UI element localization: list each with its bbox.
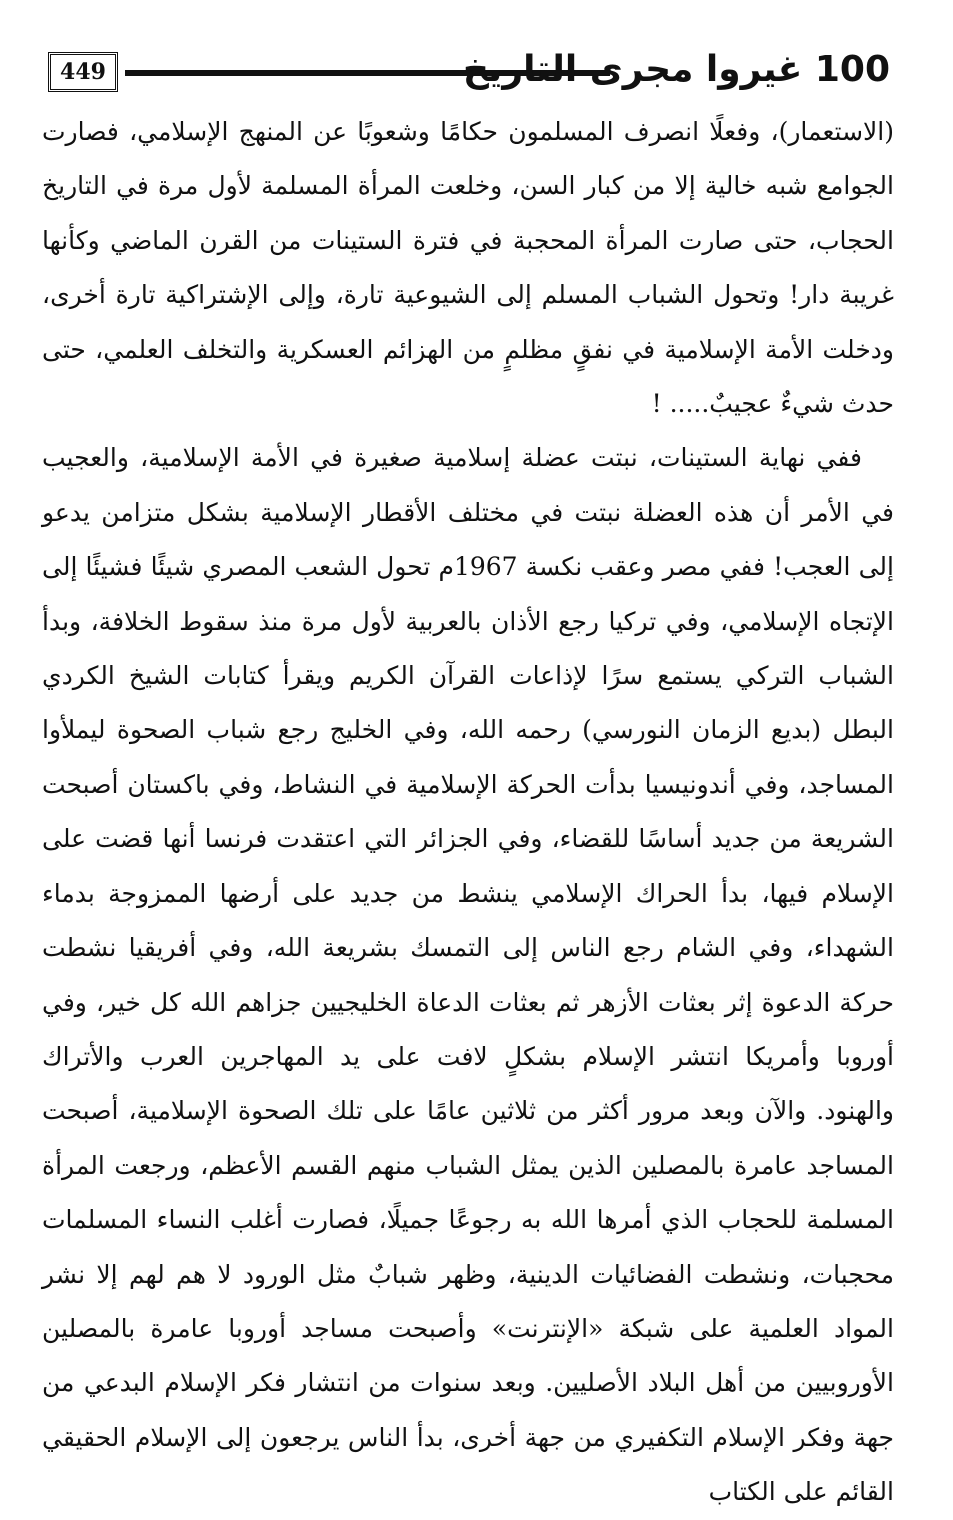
paragraph-2: ففي نهاية الستينات، نبتت عضلة إسلامية صغيرة في الأمة الإسلامية، والعجيب في الأمر أن هذه العضلة نبتت في مختلف الأقطار الإسلامية بشكل متزامن يدعو إلى العجب! ففي مصر وعقب نكسة 1967م تحول الشعب المصري شيئًا فشيئًا إلى الإتجاه الإسلامي، وفي تركيا رجع الأذان بالعربية لأول مرة منذ سقوط الخلافة، وبدأ الشباب التركي يستمع سرًا لإذاعات القرآن الكريم ويقرأ كتابات الشيخ الكردي البطل (بديع الزمان النورسي) رحمه الله، وفي الخليج رجع شباب الصحوة ليملأوا المساجد، وفي أندونيسيا بدأت الحركة الإسلامية في النشاط، وفي باكستان أصبحت الشريعة من جديد أساسًا للقضاء، وفي الجزائر التي اعتقدت فرنسا أنها قضت على الإسلام فيها، بدأ الحراك الإسلامي ينشط من جديد على أرضها الممزوجة بدماء الشهداء، وفي الشام رجع الناس إلى التمسك بشريعة الله، وفي أفريقيا نشطت حركة الدعوة إثر بعثات الأزهر ثم بعثات الدعاة الخليجيين جزاهم الله كل خير، وفي أوروبا وأمريكا انتشر الإسلام بشكلٍ لافت على يد المهاجرين العرب والأتراك والهنود. والآن وبعد مرور أكثر من ثلاثين عامًا على تلك الصحوة الإسلامية، أصبحت المساجد عامرة بالمصلين الذين يمثل الشباب منهم القسم الأعظم، ورجعت المرأة المسلمة للحجاب الذي أمرها الله به رجوعًا جميلًا، فصارت أغلب النساء المسلمات محجبات، ونشطت الفضائيات الدينية، وظهر شبابٌ مثل الورود لا هم لهم إلا نشر المواد العلمية على شبكة «الإنترنت» وأصبحت مساجد أوروبا عامرة بالمصلين الأوروبيين من أهل البلاد الأصليين. وبعد سنوات من انتشار فكر الإسلام البدعي من جهة وفكر الإسلام التكفيري من جهة أخرى، بدأ الناس يرجعون إلى الإسلام الحقيقي القائم على الكتاب xyxy=(42,443,894,1507)
page-body xyxy=(42,105,894,1507)
paragraph-1: (الاستعمار)، وفعلًا انصرف المسلمون حكامًا وشعوبًا عن المنهج الإسلامي، فصارت الجوامع شبه خالية إلا من كبار السن، وخلعت المرأة المسلمة لأول مرة في التاريخ الحجاب، حتى صارت المرأة المحجبة في فترة الستينات من القرن الماضي وكأنها غريبة دار! وتحول الشباب المسلم إلى الشيوعية تارة، وإلى الإشتراكية تارة أخرى، ودخلت الأمة الإسلامية في نفقٍ مظلمٍ من الهزائم العسكرية والتخلف العلمي، حتى حدث شيءٌ عجيبٌ..... ! xyxy=(42,117,894,419)
page-number: 449 xyxy=(48,52,118,92)
page-header xyxy=(40,40,890,100)
book-title: 100 غيروا مجرى التاريخ xyxy=(462,49,890,90)
